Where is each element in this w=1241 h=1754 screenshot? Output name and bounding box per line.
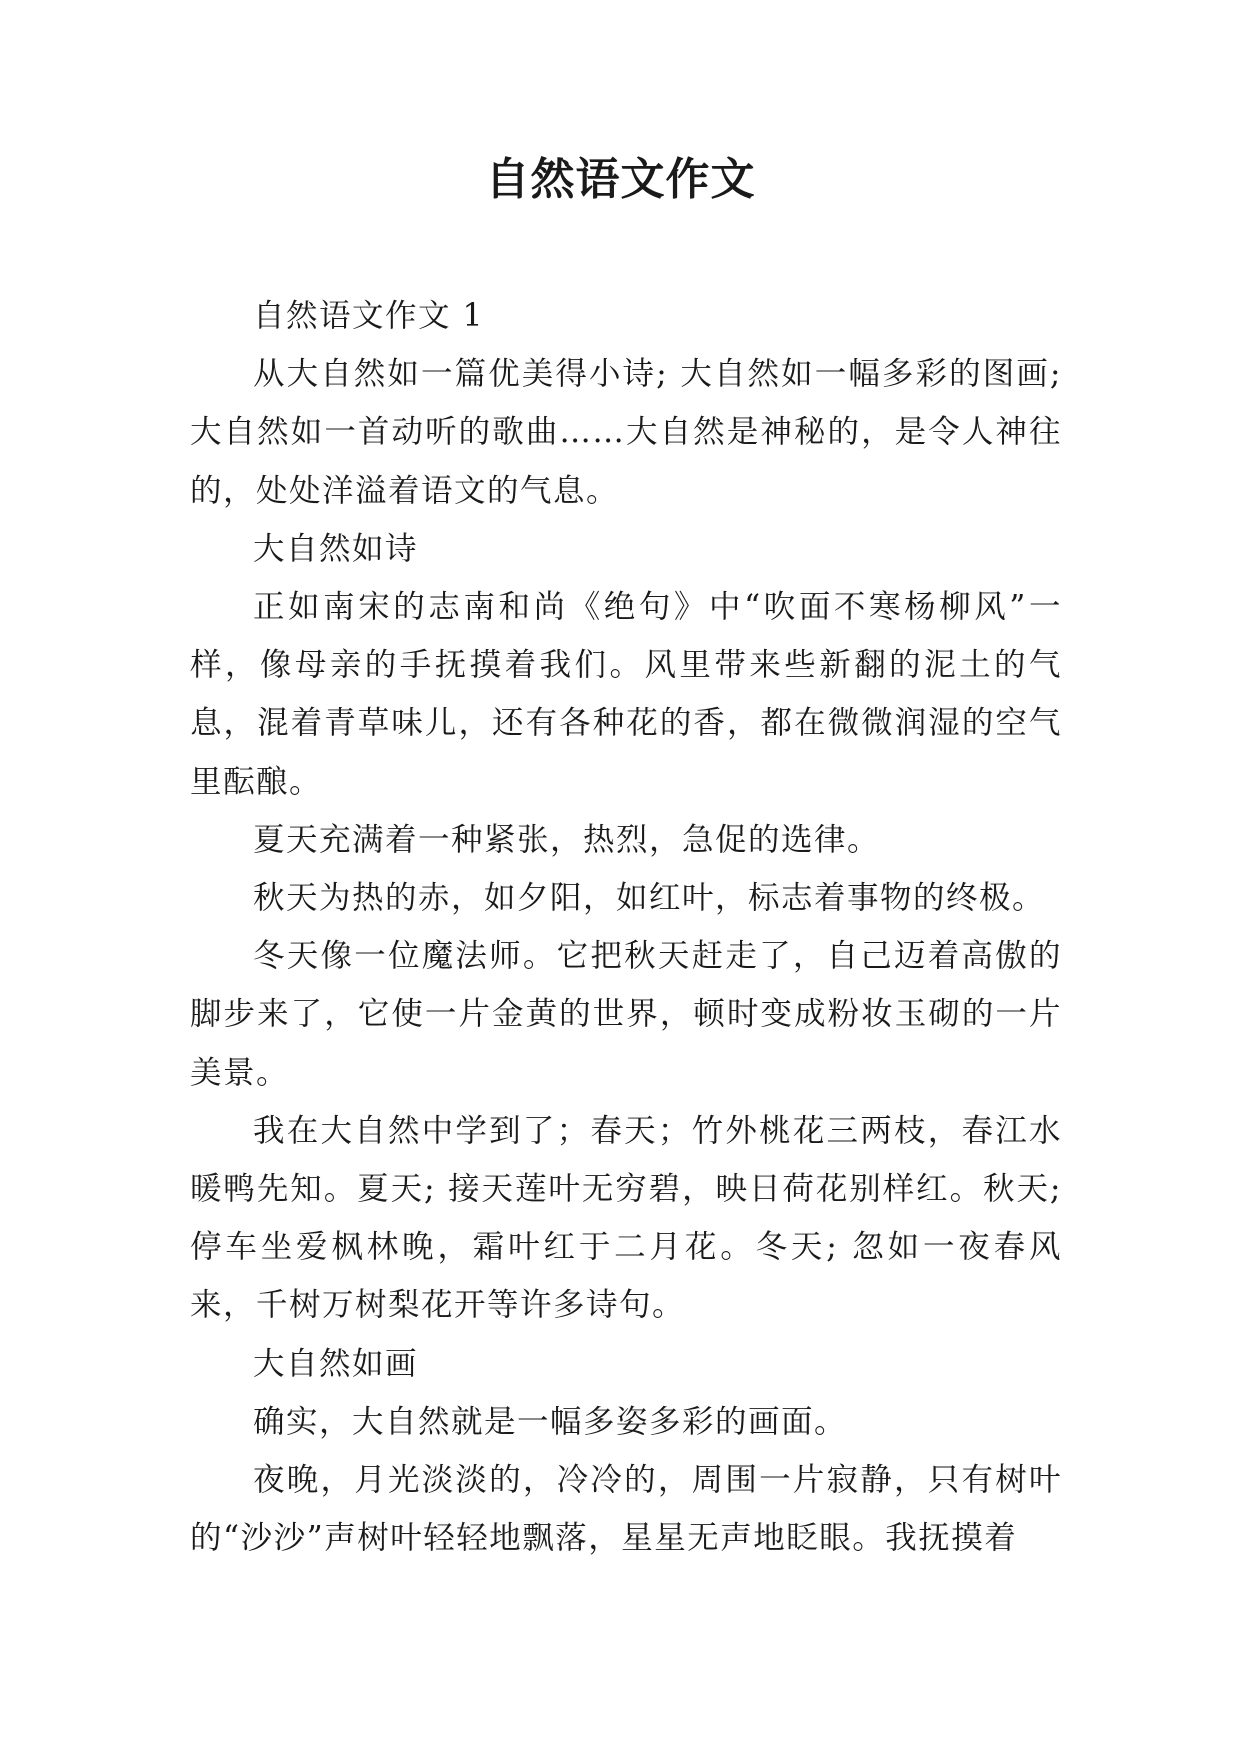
paragraph: 秋天为热的赤，如夕阳，如红叶，标志着事物的终极。 <box>253 880 1046 917</box>
subheading-painting: 大自然如画 <box>253 1345 419 1382</box>
paragraph: 夜晚，月光淡淡的，冷冷的，周围一片寂静，只有树叶的“沙沙”声树叶轻轻地飘落，星星无声地眨眼。我抚摸着 <box>190 1462 1062 1557</box>
document-body <box>190 287 1062 1567</box>
section-heading-1: 自然语文作文 1 <box>253 298 485 334</box>
paragraph: 夏天充满着一种紧张，热烈，急促的选律。 <box>253 821 881 858</box>
paragraph: 从大自然如一篇优美得小诗; 大自然如一幅多彩的图画; 大自然如一首动听的歌曲……大自然是神秘的，是令人神往的，处处洋溢着语文的气息。 <box>190 356 1062 509</box>
paragraph: 正如南宋的志南和尚《绝句》中“吹面不寒杨柳风”一样，像母亲的手抚摸着我们。风里带来些新翻的泥土的气息，混着青草味儿，还有各种花的香，都在微微润湿的空气里酝酿。 <box>190 589 1062 800</box>
paragraph: 确实，大自然就是一幅多姿多彩的画面。 <box>253 1403 848 1440</box>
document-title: 自然语文作文 <box>485 154 756 205</box>
paragraph: 冬天像一位魔法师。它把秋天赶走了，自己迈着高傲的脚步来了，它使一片金黄的世界，顿时变成粉妆玉砌的一片美景。 <box>190 938 1062 1091</box>
paragraph: 我在大自然中学到了；春天；竹外桃花三两枝，春江水暖鸭先知。夏天; 接天莲叶无穷碧，映日荷花别样红。秋天; 停车坐爱枫林晚，霜叶红于二月花。冬天; 忽如一夜春风来，千树万树梨花开等许多诗句。 <box>190 1112 1062 1324</box>
subheading-poem: 大自然如诗 <box>253 530 419 567</box>
